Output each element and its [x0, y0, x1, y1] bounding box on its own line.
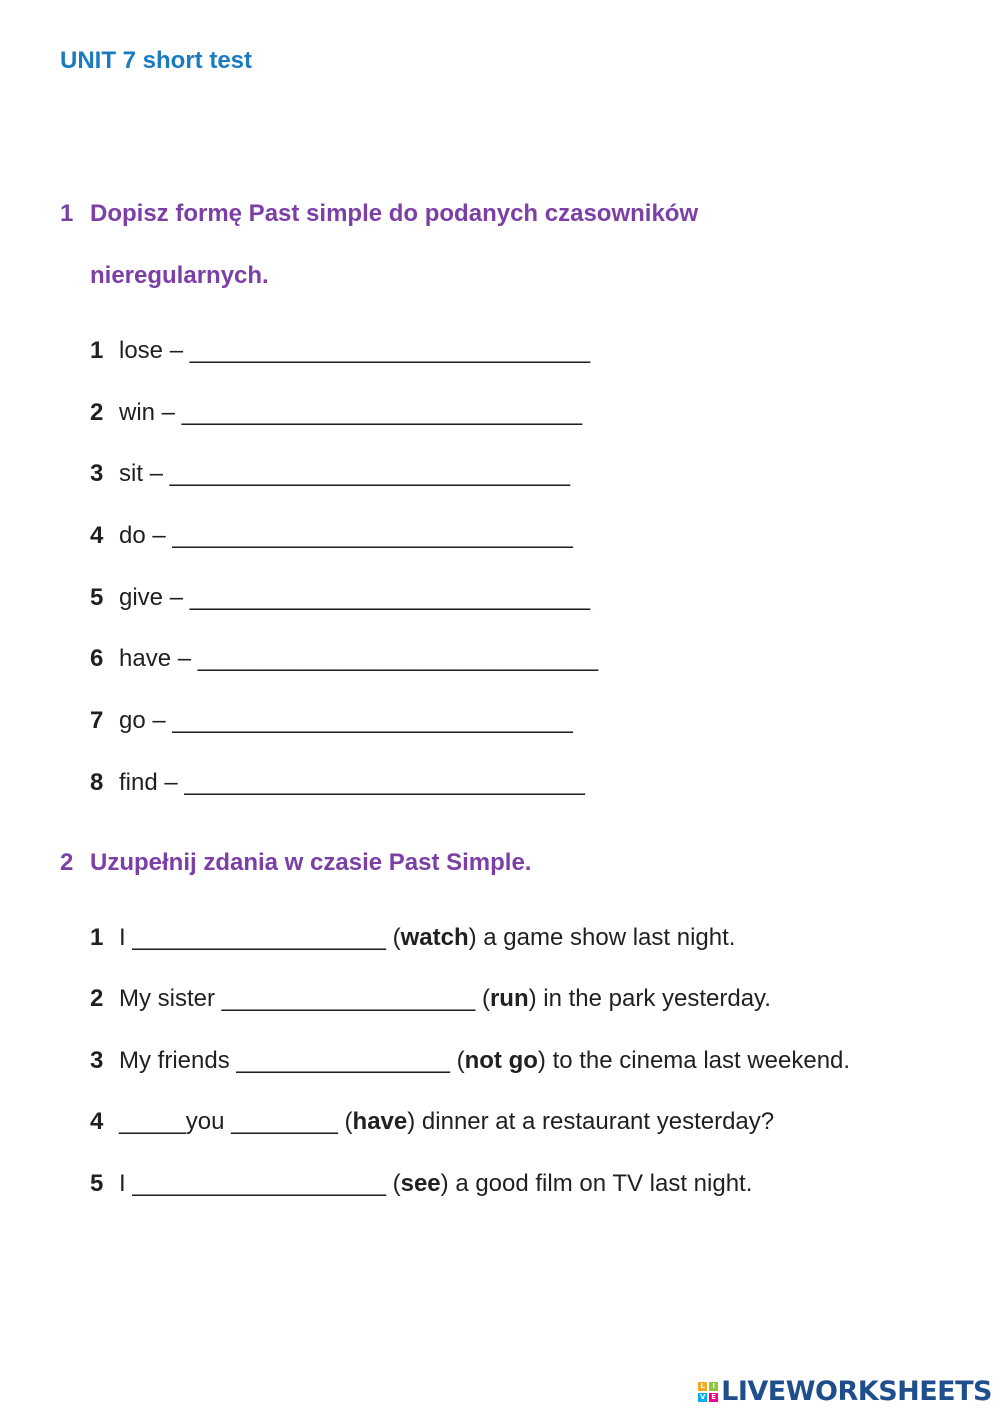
item-number: 3 — [90, 1047, 104, 1074]
task-1-item-8[interactable] — [90, 769, 585, 797]
item-after: ) dinner at a restaurant yesterday? — [407, 1108, 775, 1135]
page-title: UNIT 7 short test — [60, 47, 253, 74]
logo-letter-v: V — [699, 1393, 706, 1401]
item-text: lose – ______________________________ — [119, 337, 591, 364]
task-2-item-2[interactable] — [90, 985, 771, 1013]
item-before: _____you ________ ( — [119, 1108, 353, 1135]
task-2-item-3[interactable] — [90, 1047, 850, 1075]
item-number: 5 — [90, 584, 104, 611]
item-verb: not go — [464, 1047, 538, 1074]
item-text: have – ______________________________ — [119, 645, 599, 672]
item-number: 1 — [90, 337, 104, 364]
task-2-item-5[interactable] — [90, 1170, 752, 1198]
item-before: My friends ________________ ( — [119, 1047, 465, 1074]
item-number: 5 — [90, 1170, 104, 1197]
item-verb: run — [489, 985, 529, 1012]
item-number: 2 — [90, 985, 104, 1012]
item-number: 7 — [90, 707, 104, 734]
logo-letter-l: L — [698, 1382, 707, 1391]
item-number: 3 — [90, 460, 104, 487]
task-1-instruction-line2: nieregularnych. — [90, 262, 269, 289]
task-1-instruction-line1: Dopisz formę Past simple do podanych czasowników — [90, 200, 699, 227]
item-number: 4 — [90, 1108, 104, 1135]
task-1-item-5[interactable] — [90, 584, 590, 612]
task-1-item-1[interactable] — [90, 337, 590, 365]
item-text: go – ______________________________ — [119, 707, 573, 734]
item-verb: watch — [400, 924, 469, 951]
item-text: give – ______________________________ — [119, 584, 591, 611]
task-2-item-4[interactable] — [90, 1108, 774, 1136]
item-verb: see — [400, 1170, 441, 1197]
item-after: ) in the park yesterday. — [528, 985, 771, 1012]
task-1-item-3[interactable] — [90, 460, 570, 488]
item-before: My sister ___________________ ( — [119, 985, 490, 1012]
logo-letter-e: E — [709, 1393, 718, 1402]
item-after: ) to the cinema last weekend. — [537, 1047, 851, 1074]
item-text: find – ______________________________ — [119, 769, 585, 796]
item-number: 8 — [90, 769, 104, 796]
task-1-item-2[interactable] — [90, 399, 582, 427]
task-1-number: 1 — [60, 200, 74, 227]
item-after: ) a good film on TV last night. — [440, 1170, 753, 1197]
task-1-item-7[interactable] — [90, 707, 573, 735]
liveworksheets-logo-icon — [698, 1382, 718, 1402]
item-number: 6 — [90, 645, 104, 672]
logo-letter-i: I — [709, 1382, 718, 1391]
item-number: 4 — [90, 522, 104, 549]
task-1-item-6[interactable] — [90, 645, 598, 673]
item-before: I ___________________ ( — [119, 1170, 401, 1197]
liveworksheets-brand[interactable] — [698, 1377, 992, 1407]
task-2-number: 2 — [60, 849, 74, 876]
item-text: sit – ______________________________ — [119, 460, 571, 487]
item-number: 2 — [90, 399, 104, 426]
item-verb: have — [352, 1108, 408, 1135]
task-2-instruction: Uzupełnij zdania w czasie Past Simple. — [90, 849, 532, 876]
item-after: ) a game show last night. — [468, 924, 736, 951]
brand-name: LIVEWORKSHEETS — [721, 1376, 992, 1407]
item-number: 1 — [90, 924, 104, 951]
task-2-item-1[interactable] — [90, 924, 735, 952]
task-1-item-4[interactable] — [90, 522, 573, 550]
item-text: do – ______________________________ — [119, 522, 573, 549]
item-text: win – ______________________________ — [119, 399, 583, 426]
item-before: I ___________________ ( — [119, 924, 401, 951]
